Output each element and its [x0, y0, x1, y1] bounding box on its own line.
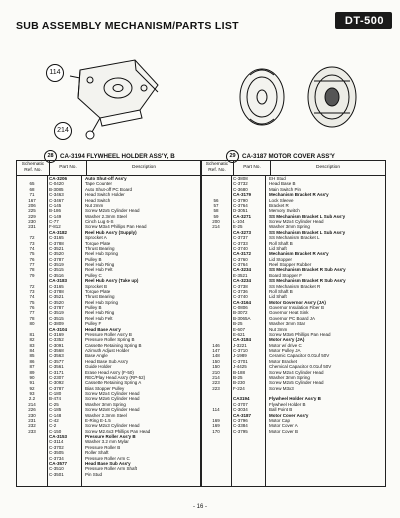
cell-part: C-3501	[49, 471, 64, 477]
cell-desc: E-Ring E-1.5	[85, 417, 111, 423]
cell-desc: Governor Insulation Fiber B	[269, 305, 325, 310]
cell-part: C-3519	[49, 262, 64, 267]
cell-desc: Mechanism Bracket R Ass'y	[269, 251, 329, 257]
cell-desc: Ball Point B	[269, 407, 293, 413]
cell-ref: 85	[29, 353, 35, 359]
cell-part: C-150	[49, 428, 62, 434]
flywheel-holder-illustration	[40, 40, 180, 150]
cell-desc: Memory Switch	[269, 208, 300, 214]
cell-part: C-3702	[49, 444, 64, 450]
cell-desc: Torque Plate	[85, 240, 111, 246]
cell-part: C-3092	[49, 380, 64, 386]
cell-desc: Sprocket A	[85, 235, 107, 241]
cell-ref: 231	[28, 417, 36, 423]
cell-desc: Motor Pulley JA	[269, 348, 301, 353]
cell-part: C-25	[49, 401, 59, 407]
parts-table-left	[16, 160, 202, 487]
cell-ref: 68	[29, 186, 35, 192]
cell-part: E-607	[233, 326, 246, 332]
cell-desc: Head Base Sub Ass'y	[85, 460, 131, 466]
table-body-left	[17, 176, 201, 486]
cell-desc: Lid Shaft	[269, 294, 287, 300]
table-row	[201, 429, 385, 434]
cell-part: C-3796	[233, 417, 248, 423]
cell-ref: 214	[212, 224, 220, 230]
cell-part: CA-3153	[49, 434, 68, 439]
cell-ref: 75	[29, 299, 35, 305]
cell-desc: Reel Hub Felt	[85, 267, 113, 273]
cell-desc: Pressure Roller Arm Shaft	[85, 466, 138, 472]
cell-part: C-3680	[233, 186, 248, 192]
cell-desc: SS Mechanism Bracket L Sub Ass'y	[269, 229, 346, 235]
cell-part: CA-3206	[49, 176, 68, 181]
cell-desc: Motor w/ drive C	[269, 342, 302, 348]
cell-desc: EH Stud	[269, 176, 286, 181]
cell-ref: 72	[29, 283, 35, 289]
cell-ref: 169	[212, 423, 220, 429]
cell-ref: 229	[28, 213, 36, 219]
cell-ref: 74	[29, 294, 35, 300]
cell-ref: 77	[29, 262, 35, 267]
cell-desc: Flywheel Holder B	[269, 401, 306, 407]
cell-part: CA-3172	[233, 251, 252, 257]
cell-desc: Motor Cap	[269, 417, 291, 423]
header-desc: Description	[316, 165, 340, 170]
cell-ref: 77	[29, 310, 35, 316]
cell-desc: Auto Shut-off PC Board	[85, 186, 132, 192]
cell-ref: 2.2	[28, 396, 36, 402]
cell-part: C-3795	[233, 428, 248, 434]
cell-desc: REC/Play Head Ass'y (RP-52)	[85, 374, 146, 380]
cell-part: C-3520	[49, 251, 64, 257]
cell-part: C-3165	[49, 283, 64, 289]
cell-part: C-3505	[49, 450, 64, 456]
cell-desc: Screw M2x5 Cylinder Head	[85, 208, 140, 214]
cell-desc: Nut 2mm	[85, 202, 104, 208]
cell-desc: Head Base Sub Ass'y	[85, 358, 129, 364]
cell-part: CA-3184	[233, 337, 252, 343]
cell-part: C-3707	[233, 401, 248, 407]
cell-ref: 150	[212, 358, 220, 364]
cell-part: CA-3179	[233, 192, 252, 198]
cell-part: C-3568	[49, 348, 64, 353]
cell-part: CA3194	[233, 396, 250, 402]
cell-part: C-149	[49, 213, 62, 219]
motor-cover-illustration	[220, 45, 370, 150]
caption-text-flywheel: CA-3194 FLYWHEEL HOLDER ASS'Y, B	[60, 153, 175, 161]
cell-desc: Reel Hub Ring	[85, 310, 115, 316]
cell-ref: 223	[212, 380, 220, 386]
cell-ref: 89	[29, 369, 35, 375]
cell-desc: Head Base Ass'y	[85, 326, 121, 332]
cell-ref: 65	[29, 181, 35, 187]
cell-part: B-3072	[233, 310, 248, 316]
cell-desc: Screw M2x4 Cylinder Head	[269, 219, 324, 224]
cell-desc: Governor PC Board JA	[269, 315, 316, 321]
cell-part: C-3463	[49, 192, 64, 198]
cell-desc: Screw M2.6x3 Phillips Pan Head	[85, 428, 151, 434]
cell-part: D-3051	[233, 208, 248, 214]
cell-part: B-3085	[49, 186, 64, 192]
cell-desc: Sprocket B	[85, 283, 108, 289]
cell-part: C-3171	[49, 369, 64, 375]
cell-desc: SS Mechanism Bracket R Sub Ass'y	[269, 267, 346, 273]
cell-ref: 59	[213, 213, 219, 219]
cell-ref: 93	[29, 391, 35, 396]
cell-desc: Reel Hub Ring	[85, 262, 115, 267]
cell-desc: Lid Stopper	[269, 256, 293, 262]
cell-desc: Pressure Roller B	[85, 444, 121, 450]
cell-ref: 91	[29, 380, 35, 386]
cell-part: C-3790	[233, 197, 248, 203]
caption-number-28: 28	[44, 150, 57, 163]
cell-desc: Nut 3mm	[269, 326, 288, 332]
cell-desc: Main Switch Pin	[269, 186, 302, 192]
cell-ref: 148	[212, 353, 220, 359]
cell-part: C-3515	[49, 315, 64, 321]
cell-ref: 214	[28, 401, 36, 407]
cell-desc: Screw M3x3	[269, 385, 294, 391]
cell-part: J-3221	[233, 342, 247, 348]
cell-desc: Lid Shaft	[269, 245, 287, 251]
header-ref: Schematic Ref. No.	[201, 161, 234, 175]
cell-part: CA-3234	[233, 267, 252, 273]
cell-part: C-3519	[49, 310, 64, 316]
cell-desc: Ceramic Capacitor 0.01uf 50V	[269, 353, 330, 359]
cell-desc: Chemical Capacitor 0.01uf 50V	[269, 364, 332, 370]
cell-part: C-0420	[49, 181, 64, 187]
cell-ref: 169	[212, 417, 220, 423]
cell-desc: Cinch Lug 6-S	[85, 219, 114, 224]
cell-part: C-3732	[233, 181, 248, 187]
cell-part: C-2	[49, 423, 57, 429]
cell-part: C-3577	[49, 358, 64, 364]
cell-desc: Washer 3mm Spring	[85, 401, 126, 407]
cell-ref: 146	[212, 342, 220, 348]
cell-part: CA-3104	[49, 326, 68, 332]
cell-desc: Screw M3x4 Phillips Pan Head	[85, 224, 147, 230]
cell-part: B-188	[233, 369, 246, 375]
cell-part: E-3521	[233, 272, 248, 278]
cell-desc: Reel Hub Ass'y (Take up)	[85, 278, 139, 284]
cell-part: C-3701	[233, 358, 248, 364]
cell-desc: Head Switch	[85, 197, 111, 203]
cell-desc: Motor Ass'y (JA)	[269, 337, 305, 343]
cell-part: C-3521	[49, 245, 64, 251]
cell-desc: Torque Plate	[85, 288, 111, 294]
cell-ref: 114	[212, 407, 220, 413]
cell-ref: 71	[29, 192, 35, 198]
cell-desc: Washer 2.3mm Steel	[85, 412, 127, 418]
cell-desc: Base Angle	[85, 353, 108, 359]
cell-desc: SS Mechanism Bracket L	[269, 235, 320, 241]
cell-part: C-3736	[233, 288, 248, 294]
cell-ref: 233	[28, 428, 36, 434]
cell-ref: 225	[28, 208, 36, 214]
cell-ref: 226	[28, 407, 36, 413]
cell-part: C-3165	[49, 235, 64, 241]
cell-part: C-77	[49, 219, 59, 224]
cell-ref: 78	[29, 315, 35, 321]
cell-ref: 75	[29, 251, 35, 257]
page-title: SUB ASSEMBLY MECHANISM/PARTS LIST	[16, 20, 239, 32]
cell-ref: 73	[29, 240, 35, 246]
cell-desc: Reel Hub Felt	[85, 315, 113, 321]
cell-part: B-186	[49, 208, 62, 214]
cell-desc: Screw M2x8 Cylinder Head	[85, 407, 140, 413]
cell-ref: 57	[213, 202, 219, 208]
cell-desc: Screw M2x5 Cylinder Head	[269, 380, 324, 386]
caption-number-29: 29	[226, 150, 239, 163]
cell-part: C-3740	[233, 294, 248, 300]
cell-part: C-145	[49, 202, 62, 208]
cell-part: C-3809	[49, 321, 64, 327]
cell-part: F-224	[233, 385, 245, 391]
cell-part: C-3787	[49, 385, 64, 391]
cell-part: C-3467	[49, 197, 64, 203]
cell-part: C-3733	[233, 240, 248, 246]
cell-desc: Screw M2x4 Cylinder Head	[269, 369, 324, 375]
cell-part: B-474	[49, 396, 62, 402]
cell-ref: 86	[29, 358, 35, 364]
cell-part: C-42	[49, 417, 59, 423]
cell-desc: Bias Stopper Pulley	[85, 385, 125, 391]
cell-part: C-185	[49, 407, 62, 413]
cell-desc: Pressure Roller Ass'y B	[85, 331, 132, 337]
cell-part: J-4425	[233, 364, 247, 370]
cell-desc: Lock Sleeve	[269, 197, 294, 203]
cell-desc: Reel Hub Spring	[85, 299, 119, 305]
cell-part: C-3516	[49, 272, 64, 278]
cell-part: C-3515	[49, 267, 64, 273]
cell-part: C-3808	[233, 176, 248, 181]
cell-ref: 206	[28, 202, 36, 208]
cell-desc: Tape Counter	[85, 181, 113, 187]
cell-part: J-1989	[233, 353, 247, 359]
cell-part: C-3510	[49, 466, 64, 472]
table-body-right	[201, 176, 385, 486]
cell-part: F-812	[49, 224, 61, 230]
cell-desc: Reel Hub Ass'y (Supply)	[85, 229, 137, 235]
cell-desc: Guide Holder	[85, 364, 112, 370]
header-part: Part No.	[234, 161, 271, 175]
cell-part: C-3740	[233, 245, 248, 251]
cell-ref: 200	[212, 219, 220, 224]
cell-part: C-3384	[233, 423, 248, 429]
cell-ref: 78	[29, 267, 35, 273]
cell-part: C-3563	[49, 353, 64, 359]
parts-table-right	[200, 160, 386, 487]
cell-ref: 92	[29, 385, 35, 391]
callout-214: 214	[54, 122, 72, 140]
cell-part: C-3352	[49, 337, 64, 343]
cell-ref: 231	[28, 224, 36, 230]
cell-part: C-3764	[233, 202, 248, 208]
cell-desc: Screw M2x4 Cylinder Head	[85, 391, 140, 396]
cell-desc: Pulley F	[85, 321, 102, 327]
cell-desc: Pressure Roller Arm C	[85, 455, 130, 461]
cell-desc: Washer 3mm Spring	[269, 374, 310, 380]
cell-desc: Motor Governor Ass'y (JA)	[269, 299, 326, 305]
cell-part: B-25	[233, 374, 243, 380]
cell-ref: 170	[212, 428, 220, 434]
cell-ref: 210	[212, 369, 220, 375]
cell-ref: 72	[29, 235, 35, 241]
cell-desc: Pressure Roller Ass'y B	[85, 434, 136, 439]
cell-desc: Reel Stopper Rubber	[269, 262, 312, 267]
cell-part: C-3091	[49, 342, 64, 348]
cell-ref	[17, 472, 47, 477]
table-row	[17, 472, 201, 477]
header-ref: Schematic Ref. No.	[17, 161, 50, 175]
cell-part: C-3760	[233, 256, 248, 262]
table-header	[17, 161, 201, 176]
cell-ref: 73	[29, 288, 35, 294]
cell-desc: Azimuth Adjust Holder	[85, 348, 130, 353]
cell-desc: Roll Shaft B	[269, 240, 293, 246]
cell-part: CA-3577	[49, 460, 68, 466]
cell-part: B-230	[233, 380, 246, 386]
cell-ref: 147	[212, 348, 220, 353]
cell-part: C-3169	[49, 331, 64, 337]
cell-ref: 56	[213, 197, 219, 203]
cell-desc: Bracket R	[269, 202, 289, 208]
cell-desc: Roll Shaft B	[269, 288, 293, 294]
cell-part: C-3561	[49, 364, 64, 370]
cell-part: C-3734	[49, 455, 64, 461]
motor-cover-drawing	[220, 45, 370, 150]
cell-desc: Pulley B	[85, 256, 102, 262]
cell-desc: Washer 3mm Spring	[269, 224, 310, 230]
cell-desc: Head Switch Holder	[85, 192, 125, 198]
page-number: - 16 -	[192, 504, 207, 510]
cell-ref: 76	[29, 305, 35, 310]
cell-ref: 76	[29, 256, 35, 262]
cell-ref: 90	[29, 374, 35, 380]
cell-ref: 214	[212, 374, 220, 380]
cell-ref: 230	[28, 219, 36, 224]
cell-part: E-25	[233, 224, 243, 230]
cell-desc: SS Mechanism Bracket R Sub Ass'y	[269, 278, 346, 284]
cell-part: C-148	[49, 412, 62, 418]
cell-part: C-3034	[233, 407, 248, 413]
cell-desc: Cassette Retaining Spring B	[85, 342, 142, 348]
cell-ref: 150	[212, 364, 220, 370]
cell-desc: Motor Cover Ass'y	[269, 412, 309, 418]
cell-ref: 84	[29, 348, 35, 353]
cell-desc: Washer 3mm Star	[269, 321, 306, 327]
cell-ref: 74	[29, 245, 35, 251]
cell-ref: 81	[29, 331, 35, 337]
cell-desc: Motor Cover A	[269, 423, 298, 429]
cell-ref: 58	[213, 208, 219, 214]
cell-desc: Washer 2.3mm Steel	[85, 213, 127, 219]
cell-ref: 80	[29, 321, 35, 327]
table-header	[201, 161, 385, 176]
cell-desc: Pulley B	[85, 305, 102, 310]
cell-part: C-3788	[49, 288, 64, 294]
callout-114: 114	[46, 64, 64, 82]
cell-desc: Erase Head Ass'y (F-50)	[85, 369, 134, 375]
cell-part: CA-3271	[233, 213, 252, 219]
cell-ref: 223	[212, 385, 220, 391]
header-desc: Description	[132, 165, 156, 170]
cell-part: CA-3182	[49, 229, 68, 235]
cell-desc: SS Mechanism Bracket R	[269, 283, 321, 289]
cell-desc: Board Stopper F	[269, 272, 303, 278]
cell-desc: SS Mechanism Bracket L Sub Ass'y	[269, 213, 346, 219]
cell-part: C-3788	[49, 240, 64, 246]
cell-ref: 82	[29, 337, 35, 343]
cell-part: CA-3234	[233, 278, 252, 284]
cell-desc: Roller Shaft	[85, 450, 109, 456]
cell-desc: Motor Cover B	[269, 428, 299, 434]
cell-part: B-3065A	[233, 315, 251, 321]
cell-part: C-3114	[49, 439, 64, 445]
cell-desc: Screw M3x6 Phillips Pan Head	[269, 331, 331, 337]
cell-desc: Screw M2x3 Cylinder Head	[85, 423, 140, 429]
cell-desc: Thrust Bearing	[85, 294, 115, 300]
cell-part: C-180	[49, 391, 62, 396]
cell-part: CA-3164	[233, 299, 252, 305]
cell-desc: Flywheel Holder Ass'y B	[269, 396, 321, 402]
cell-part: B-25	[233, 321, 243, 327]
cell-desc: Motor Bracket	[269, 358, 298, 364]
cell-part: C-3521	[49, 294, 64, 300]
cell-part: C-3737	[233, 235, 248, 241]
cell-ref: 87	[29, 364, 35, 370]
cell-desc: Thrust Bearing	[85, 245, 115, 251]
cell-ref: 167	[28, 197, 36, 203]
cell-part: CA-3187	[233, 412, 252, 418]
cell-desc: Screw M2x6 Cylinder Head	[85, 396, 140, 402]
cell-part: C-3710	[233, 348, 248, 353]
cell-desc: Washer 3.2 mm Mylar	[85, 439, 129, 445]
caption-text-motor: CA-3187 MOTOR COVER ASS'Y	[242, 153, 335, 161]
cell-part: C-0806	[233, 305, 248, 310]
cell-ref: 79	[29, 272, 35, 278]
cell-part: C-2307	[49, 374, 64, 380]
cell-desc: Governor Heat Sink	[269, 310, 309, 316]
cell-part: CA-3183	[49, 278, 68, 284]
cell-desc: Reel Hub Spring	[85, 251, 119, 257]
cell-part: C-3520	[49, 299, 64, 305]
cell-desc: Head Base B	[269, 181, 296, 187]
cell-desc: Mechanism Bracket R Ass'y	[269, 192, 329, 198]
cell-ref: 232	[28, 423, 36, 429]
cell-desc: Pressure Roller Spring B	[85, 337, 135, 343]
cell-part: C-3738	[233, 283, 248, 289]
cell-part: C-3764	[233, 262, 248, 267]
cell-part: L-104	[233, 219, 245, 224]
cell-ref: 83	[29, 342, 35, 348]
cell-part: C-3787	[49, 305, 64, 310]
cell-part: CA-3273	[233, 229, 252, 235]
model-badge: DT-500	[335, 12, 392, 29]
cell-desc: Pulley C	[85, 272, 102, 278]
header-part: Part No.	[50, 161, 87, 175]
cell-ref: 230	[28, 412, 36, 418]
cell-desc: Cassette Retaining Spring A	[85, 380, 142, 386]
cell-part: E-621	[233, 331, 246, 337]
cell-part: C-3787	[49, 256, 64, 262]
cell-desc: Pin Stud	[85, 471, 103, 477]
cell-desc: Auto Shut-off Ass'y	[85, 176, 127, 181]
